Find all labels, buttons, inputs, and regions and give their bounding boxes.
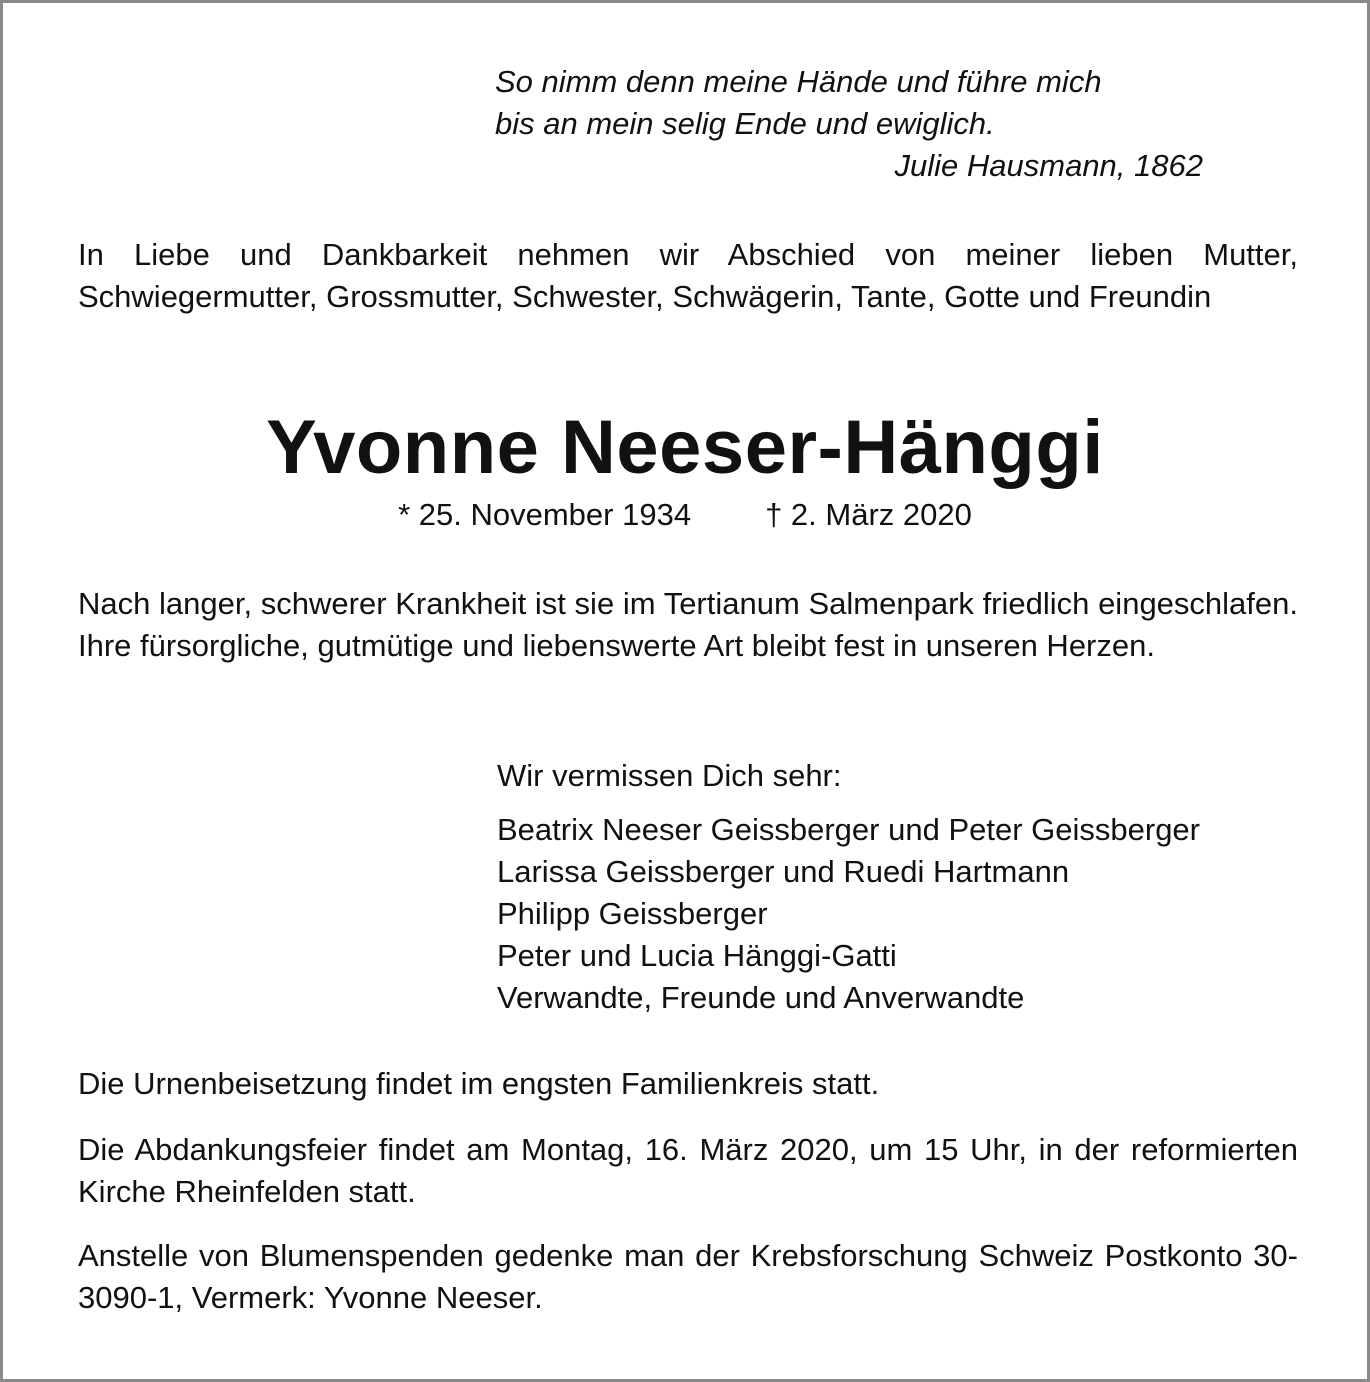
mourners-heading: Wir vermissen Dich sehr: xyxy=(497,758,842,793)
mourner-name: Peter und Lucia Hänggi-Gatti xyxy=(497,938,897,973)
service-paragraph xyxy=(78,1129,1298,1213)
quote-author: Julie Hausmann, 1862 xyxy=(894,148,1203,183)
mourner-name: Philipp Geissberger xyxy=(497,896,768,931)
intro-paragraph xyxy=(78,234,1298,318)
mourner-name: Verwandte, Freunde und Anverwandte xyxy=(497,980,1025,1015)
burial-text: Die Urnenbeisetzung findet im engsten Familienkreis statt. xyxy=(78,1066,880,1101)
service-text: Die Abdankungsfeier findet am Montag, 16. März 2020, um 15 Uhr, in der reformierten Kirche Rheinfelden statt. xyxy=(78,1132,1298,1209)
intro-text: In Liebe und Dankbarkeit nehmen wir Abschied von meiner lieben Mutter, Schwiegermutter, Grossmutter, Schwester, Schwägerin, Tante, Gotte und Freundin xyxy=(78,237,1298,314)
passing-paragraph xyxy=(78,583,1298,667)
quote-block xyxy=(495,61,1207,187)
donation-text: Anstelle von Blumenspenden gedenke man der Krebsforschung Schweiz Postkonto 30-3090-1, Vermerk: Yvonne Neeser. xyxy=(78,1238,1298,1315)
life-dates xyxy=(3,495,1367,535)
birth-date: * 25. November 1934 xyxy=(398,497,692,532)
burial-paragraph xyxy=(78,1063,1298,1105)
deceased-name: Yvonne Neeser-Hänggi xyxy=(266,405,1104,490)
mourner-name: Beatrix Neeser Geissberger und Peter Geissberger xyxy=(497,812,1200,847)
death-date: † 2. März 2020 xyxy=(765,497,972,532)
mourners-list xyxy=(497,809,1327,1019)
passing-text: Nach langer, schwerer Krankheit ist sie im Tertianum Salmenpark friedlich eingeschlafen. Ihre fürsorgliche, gutmütige und liebenswerte Art bleibt fest in unseren Herzen. xyxy=(78,586,1298,663)
quote-line: So nimm denn meine Hände und führe mich xyxy=(495,64,1102,99)
mourner-name: Larissa Geissberger und Ruedi Hartmann xyxy=(497,854,1070,889)
donation-paragraph xyxy=(78,1235,1298,1319)
quote-line: bis an mein selig Ende und ewiglich. xyxy=(495,106,995,141)
